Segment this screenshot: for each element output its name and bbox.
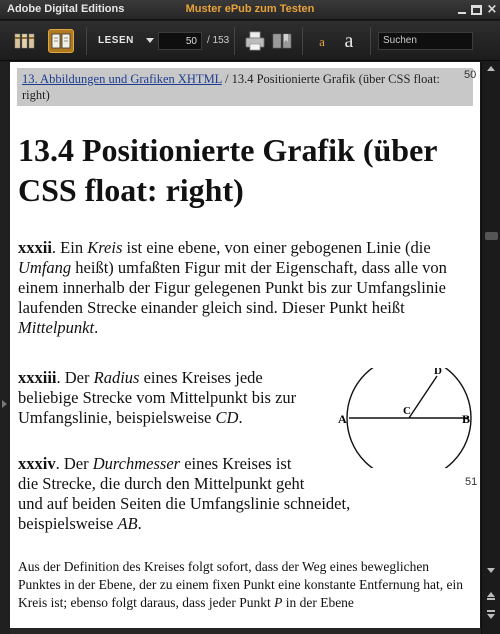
printer-icon xyxy=(243,29,267,53)
document-title: Muster ePub zum Testen xyxy=(185,3,315,15)
page-number-marker: 51 xyxy=(465,476,478,488)
term: CD xyxy=(215,408,239,427)
term: AB xyxy=(117,514,138,533)
app-title: Adobe Digital Editions xyxy=(7,3,125,15)
paragraph-body xyxy=(18,558,470,612)
breadcrumb-current: 13.4 Positionierte Grafik (über CSS float: right) xyxy=(22,72,440,102)
page-number-input[interactable] xyxy=(158,32,202,50)
text-run: beispielsweise xyxy=(18,514,118,533)
text-run: . xyxy=(137,514,142,533)
definition-number: xxxiv xyxy=(18,454,56,473)
reading-page xyxy=(10,62,480,628)
title-bar xyxy=(0,0,500,20)
toolbar-separator xyxy=(370,27,371,55)
breadcrumb-separator: / xyxy=(221,72,232,86)
toolbar-separator xyxy=(302,27,303,55)
page-number-marker: 50 xyxy=(464,69,477,81)
breadcrumb xyxy=(17,68,473,106)
text-line xyxy=(18,514,418,534)
definition-number: xxxiii xyxy=(18,368,57,387)
previous-page-icon[interactable] xyxy=(487,592,495,597)
scroll-down-icon[interactable] xyxy=(487,568,495,573)
term: P xyxy=(274,595,283,610)
page-total: / 153 xyxy=(207,35,230,46)
next-page-icon[interactable] xyxy=(487,614,495,619)
bookmark-icon xyxy=(270,29,294,53)
scroll-up-icon[interactable] xyxy=(487,66,495,71)
bookmark-button[interactable] xyxy=(270,29,296,53)
figure-label-d: D xyxy=(434,368,442,377)
term: Radius xyxy=(93,368,140,387)
text-line: und auf beiden Seiten die Umfangslinie schneidet, xyxy=(18,494,351,513)
maximize-icon[interactable] xyxy=(471,5,482,15)
paragraph-definition-radius xyxy=(18,368,318,428)
text-run: ist eine ebene, von einer gebogenen Linie (die xyxy=(122,238,431,257)
term: Durchmesser xyxy=(92,454,181,473)
paragraph-definition-circle xyxy=(18,238,470,338)
figure-label-c: C xyxy=(403,405,411,417)
search-input[interactable]: Suchen xyxy=(378,32,473,50)
figure-label-a: A xyxy=(338,412,347,426)
toolbar xyxy=(0,21,500,61)
expand-right-icon[interactable] xyxy=(2,400,7,408)
vertical-scrollbar[interactable] xyxy=(481,62,500,634)
scrollbar-thumb[interactable] xyxy=(485,232,498,240)
chevron-down-icon[interactable] xyxy=(146,38,154,43)
reading-view-button[interactable] xyxy=(48,29,74,53)
breadcrumb-link-chapter[interactable]: 13. Abbildungen und Grafiken XHTML xyxy=(22,72,222,86)
text-run: . Der xyxy=(56,368,94,387)
open-book-icon xyxy=(49,30,73,52)
definition-number: xxxii xyxy=(18,238,52,257)
text-run: in der Ebene xyxy=(282,595,354,610)
toolbar-separator xyxy=(234,27,235,55)
bottom-edge xyxy=(10,628,481,634)
text-run: eines Kreises jede beliebige Strecke vom Mittelpunkt bis zur Umfangslinie, beispielsweise xyxy=(18,368,297,427)
library-icon xyxy=(12,29,38,53)
text-run: Aus der Definition des Kreises folgt sofort, dass der Weg eines beweglichen Punktes in der Ebene, der zu einem fixen Punkt eine konstante Entfernung hat, ein Kreis ist; ebenso folgt daraus, dass jeder Punkt xyxy=(18,559,463,610)
text-run: . Der xyxy=(55,454,93,473)
library-view-button[interactable] xyxy=(12,29,38,53)
close-icon[interactable]: × xyxy=(486,2,498,17)
text-run: . xyxy=(238,408,243,427)
text-run: . xyxy=(94,318,99,337)
term: Mittelpunkt xyxy=(18,318,95,337)
term: Umfang xyxy=(18,258,72,277)
radius-line xyxy=(409,376,437,418)
text-line: die Strecke, die durch den Mittelpunkt geht xyxy=(18,474,305,493)
increase-font-size-button[interactable]: a xyxy=(344,30,354,52)
print-button[interactable] xyxy=(243,29,269,53)
text-run: eines Kreises ist xyxy=(180,454,292,473)
circle-figure xyxy=(333,368,473,468)
figure-label-b: B xyxy=(461,412,470,426)
left-sidebar-toggle[interactable] xyxy=(0,62,10,634)
toolbar-separator xyxy=(86,27,87,55)
section-heading: 13.4 Positionierte Grafik (über CSS float: right) xyxy=(18,132,437,208)
text-run: . Ein xyxy=(51,238,88,257)
minimize-icon[interactable] xyxy=(456,4,468,16)
term: Kreis xyxy=(87,238,123,257)
decrease-font-size-button[interactable]: a xyxy=(319,34,325,49)
text-run: heißt) umfaßten Figur mit der Eigenschaft, dass alle von einem innerhalb der Figur gelegenen Punkt bis zur Umfangslinie laufenden Strecke einander gleich sind. Dieser Punkt heißt xyxy=(18,258,447,317)
view-mode-label[interactable]: LESEN xyxy=(98,35,134,46)
